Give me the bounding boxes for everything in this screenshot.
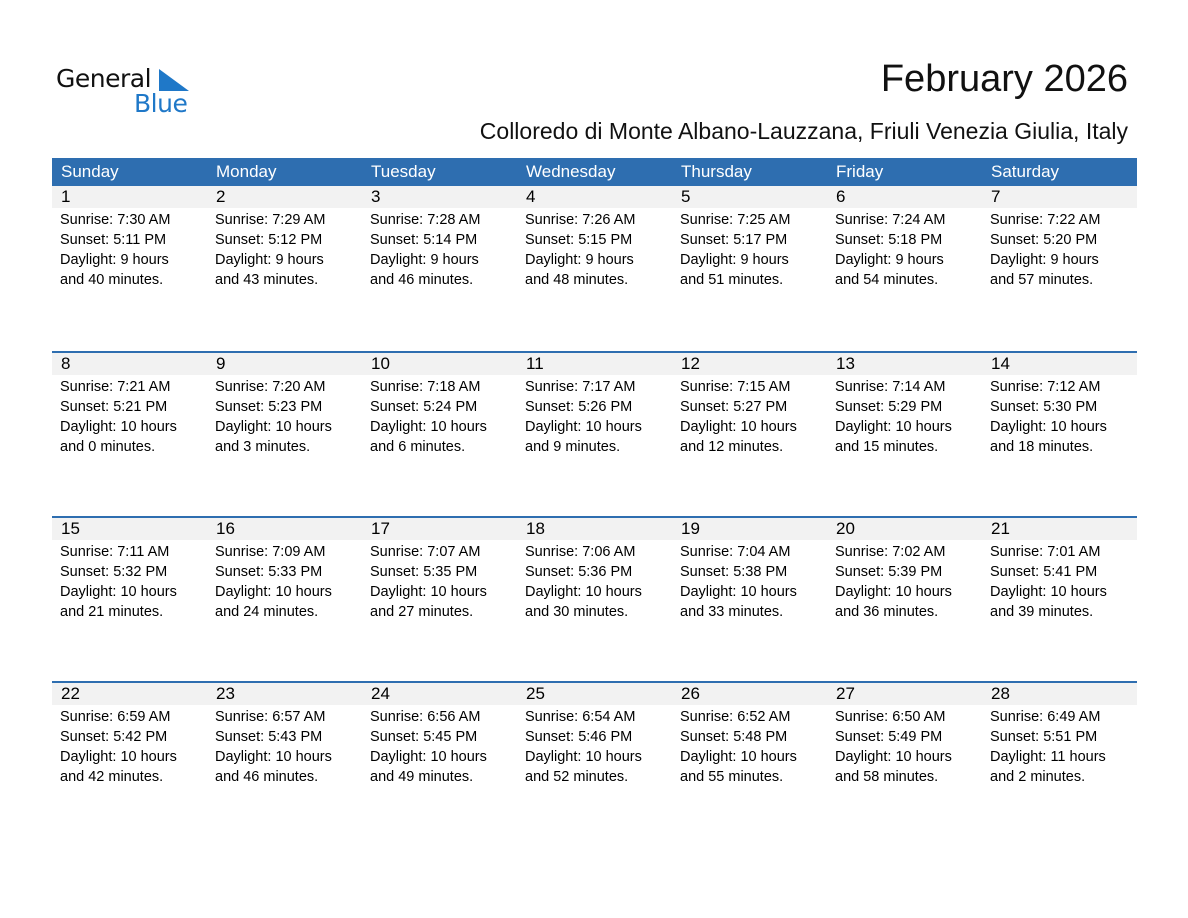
daylight-text: Daylight: 10 hours [990, 419, 1107, 435]
logo [56, 64, 196, 120]
day-info [672, 375, 827, 457]
day-number: 24 [362, 683, 517, 705]
minutes-text: and 57 minutes. [990, 272, 1094, 288]
day-info [517, 540, 672, 622]
sunset-text: Sunset: 5:35 PM [370, 564, 478, 580]
sunset-text: Sunset: 5:48 PM [680, 729, 788, 745]
sunrise-text: Sunrise: 7:02 AM [835, 544, 946, 560]
sunrise-text: Sunrise: 7:22 AM [990, 212, 1101, 228]
daylight-text: Daylight: 9 hours [60, 252, 169, 268]
day-cell [207, 353, 362, 457]
day-number: 19 [672, 518, 827, 540]
logo-text-blue: Blue [134, 89, 188, 118]
sunset-text: Sunset: 5:38 PM [680, 564, 788, 580]
daylight-text: Daylight: 10 hours [60, 749, 177, 765]
day-number: 1 [52, 186, 207, 208]
sunrise-text: Sunrise: 7:26 AM [525, 212, 636, 228]
day-info [517, 375, 672, 457]
day-number: 28 [982, 683, 1137, 705]
sunset-text: Sunset: 5:24 PM [370, 399, 478, 415]
minutes-text: and 30 minutes. [525, 604, 629, 620]
sunrise-text: Sunrise: 6:50 AM [835, 709, 946, 725]
sunset-text: Sunset: 5:32 PM [60, 564, 168, 580]
day-number: 2 [207, 186, 362, 208]
minutes-text: and 48 minutes. [525, 272, 629, 288]
sunrise-text: Sunrise: 7:12 AM [990, 379, 1101, 395]
week-row [52, 681, 1137, 846]
daylight-text: Daylight: 10 hours [990, 584, 1107, 600]
day-number: 10 [362, 353, 517, 375]
day-info [982, 208, 1137, 290]
minutes-text: and 2 minutes. [990, 769, 1086, 785]
sunset-text: Sunset: 5:15 PM [525, 232, 633, 248]
minutes-text: and 46 minutes. [370, 272, 474, 288]
day-info [362, 208, 517, 290]
logo-triangle-icon [159, 69, 189, 91]
day-cell [672, 518, 827, 622]
day-number: 25 [517, 683, 672, 705]
sunset-text: Sunset: 5:39 PM [835, 564, 943, 580]
sunset-text: Sunset: 5:14 PM [370, 232, 478, 248]
sunrise-text: Sunrise: 7:11 AM [60, 544, 170, 560]
minutes-text: and 55 minutes. [680, 769, 784, 785]
day-cell [982, 518, 1137, 622]
day-info [207, 705, 362, 787]
page-title: February 2026 [880, 58, 1128, 100]
weekday-label: Sunday [61, 162, 119, 181]
sunset-text: Sunset: 5:42 PM [60, 729, 168, 745]
sunrise-text: Sunrise: 7:24 AM [835, 212, 946, 228]
sunrise-text: Sunrise: 6:56 AM [370, 709, 481, 725]
day-cell [517, 353, 672, 457]
daylight-text: Daylight: 10 hours [525, 419, 642, 435]
day-info [827, 375, 982, 457]
minutes-text: and 21 minutes. [60, 604, 164, 620]
sunrise-text: Sunrise: 7:01 AM [990, 544, 1101, 560]
daylight-text: Daylight: 10 hours [215, 419, 332, 435]
day-cell [362, 683, 517, 787]
day-info [52, 208, 207, 290]
daylight-text: Daylight: 10 hours [370, 749, 487, 765]
day-cell [672, 353, 827, 457]
day-cell [52, 353, 207, 457]
day-cell [52, 683, 207, 787]
minutes-text: and 27 minutes. [370, 604, 474, 620]
daylight-text: Daylight: 9 hours [215, 252, 324, 268]
day-cell [672, 186, 827, 290]
day-info [362, 540, 517, 622]
daylight-text: Daylight: 10 hours [835, 419, 952, 435]
day-cell [982, 683, 1137, 787]
daylight-text: Daylight: 10 hours [680, 749, 797, 765]
sunset-text: Sunset: 5:43 PM [215, 729, 323, 745]
daylight-text: Daylight: 10 hours [835, 749, 952, 765]
minutes-text: and 18 minutes. [990, 439, 1094, 455]
sunrise-text: Sunrise: 6:54 AM [525, 709, 636, 725]
day-number: 8 [52, 353, 207, 375]
minutes-text: and 58 minutes. [835, 769, 939, 785]
minutes-text: and 42 minutes. [60, 769, 164, 785]
sunset-text: Sunset: 5:20 PM [990, 232, 1098, 248]
daylight-text: Daylight: 10 hours [370, 584, 487, 600]
day-info [982, 540, 1137, 622]
day-info [52, 705, 207, 787]
minutes-text: and 15 minutes. [835, 439, 939, 455]
day-info [52, 375, 207, 457]
sunrise-text: Sunrise: 6:57 AM [215, 709, 326, 725]
daylight-text: Daylight: 10 hours [680, 419, 797, 435]
minutes-text: and 3 minutes. [215, 439, 311, 455]
minutes-text: and 51 minutes. [680, 272, 784, 288]
weekday-label: Monday [216, 162, 277, 181]
minutes-text: and 46 minutes. [215, 769, 319, 785]
minutes-text: and 39 minutes. [990, 604, 1094, 620]
sunset-text: Sunset: 5:51 PM [990, 729, 1098, 745]
day-info [362, 705, 517, 787]
day-cell [827, 683, 982, 787]
day-cell [362, 518, 517, 622]
day-info [672, 705, 827, 787]
day-cell [827, 518, 982, 622]
minutes-text: and 0 minutes. [60, 439, 156, 455]
day-number: 5 [672, 186, 827, 208]
day-number: 7 [982, 186, 1137, 208]
sunset-text: Sunset: 5:12 PM [215, 232, 323, 248]
day-number: 9 [207, 353, 362, 375]
sunset-text: Sunset: 5:36 PM [525, 564, 633, 580]
daylight-text: Daylight: 10 hours [215, 749, 332, 765]
sunrise-text: Sunrise: 6:59 AM [60, 709, 171, 725]
minutes-text: and 6 minutes. [370, 439, 466, 455]
sunrise-text: Sunrise: 7:18 AM [370, 379, 481, 395]
sunrise-text: Sunrise: 7:21 AM [60, 379, 171, 395]
minutes-text: and 43 minutes. [215, 272, 319, 288]
sunrise-text: Sunrise: 6:49 AM [990, 709, 1101, 725]
day-number: 21 [982, 518, 1137, 540]
weekday-label: Thursday [681, 162, 752, 181]
sunrise-text: Sunrise: 7:14 AM [835, 379, 946, 395]
day-cell [52, 518, 207, 622]
minutes-text: and 52 minutes. [525, 769, 629, 785]
day-info [207, 540, 362, 622]
daylight-text: Daylight: 9 hours [370, 252, 479, 268]
day-info [827, 540, 982, 622]
daylight-text: Daylight: 9 hours [525, 252, 634, 268]
sunrise-text: Sunrise: 7:07 AM [370, 544, 481, 560]
week-row [52, 516, 1137, 681]
logo-text-general: General [56, 64, 152, 93]
day-number: 13 [827, 353, 982, 375]
day-info [52, 540, 207, 622]
day-info [827, 705, 982, 787]
day-cell [517, 518, 672, 622]
day-cell [982, 353, 1137, 457]
minutes-text: and 33 minutes. [680, 604, 784, 620]
day-number: 4 [517, 186, 672, 208]
minutes-text: and 12 minutes. [680, 439, 784, 455]
day-number: 15 [52, 518, 207, 540]
day-number: 3 [362, 186, 517, 208]
daylight-text: Daylight: 10 hours [680, 584, 797, 600]
day-info [982, 705, 1137, 787]
minutes-text: and 40 minutes. [60, 272, 164, 288]
sunset-text: Sunset: 5:27 PM [680, 399, 788, 415]
weekday-header [52, 158, 1137, 186]
day-info [517, 208, 672, 290]
day-number: 11 [517, 353, 672, 375]
week-row [52, 351, 1137, 516]
day-number: 14 [982, 353, 1137, 375]
day-number: 26 [672, 683, 827, 705]
daylight-text: Daylight: 10 hours [525, 749, 642, 765]
weekday-label: Friday [836, 162, 884, 181]
daylight-text: Daylight: 10 hours [370, 419, 487, 435]
day-number: 23 [207, 683, 362, 705]
day-number: 27 [827, 683, 982, 705]
day-cell [982, 186, 1137, 290]
daylight-text: Daylight: 10 hours [60, 584, 177, 600]
minutes-text: and 54 minutes. [835, 272, 939, 288]
sunrise-text: Sunrise: 7:28 AM [370, 212, 481, 228]
daylight-text: Daylight: 11 hours [990, 749, 1106, 765]
day-info [672, 540, 827, 622]
sunrise-text: Sunrise: 7:25 AM [680, 212, 791, 228]
day-number: 20 [827, 518, 982, 540]
day-info [207, 375, 362, 457]
day-info [207, 208, 362, 290]
sunrise-text: Sunrise: 7:20 AM [215, 379, 326, 395]
minutes-text: and 9 minutes. [525, 439, 621, 455]
weekday-label: Saturday [991, 162, 1060, 181]
day-cell [362, 186, 517, 290]
sunrise-text: Sunrise: 7:29 AM [215, 212, 326, 228]
weekday-label: Tuesday [371, 162, 436, 181]
day-cell [207, 186, 362, 290]
day-number: 17 [362, 518, 517, 540]
week-row [52, 186, 1137, 351]
daylight-text: Daylight: 10 hours [835, 584, 952, 600]
sunrise-text: Sunrise: 7:06 AM [525, 544, 636, 560]
minutes-text: and 49 minutes. [370, 769, 474, 785]
minutes-text: and 36 minutes. [835, 604, 939, 620]
sunrise-text: Sunrise: 7:09 AM [215, 544, 326, 560]
sunset-text: Sunset: 5:23 PM [215, 399, 323, 415]
day-info [982, 375, 1137, 457]
calendar [52, 158, 1137, 846]
sunset-text: Sunset: 5:26 PM [525, 399, 633, 415]
day-cell [362, 353, 517, 457]
day-number: 6 [827, 186, 982, 208]
sunset-text: Sunset: 5:41 PM [990, 564, 1098, 580]
sunset-text: Sunset: 5:11 PM [60, 232, 167, 248]
daylight-text: Daylight: 10 hours [215, 584, 332, 600]
weekday-label: Wednesday [526, 162, 616, 181]
sunrise-text: Sunrise: 7:17 AM [525, 379, 636, 395]
day-cell [827, 353, 982, 457]
daylight-text: Daylight: 9 hours [680, 252, 789, 268]
sunset-text: Sunset: 5:18 PM [835, 232, 943, 248]
sunset-text: Sunset: 5:21 PM [60, 399, 168, 415]
sunset-text: Sunset: 5:30 PM [990, 399, 1098, 415]
daylight-text: Daylight: 10 hours [60, 419, 177, 435]
daylight-text: Daylight: 9 hours [835, 252, 944, 268]
day-cell [827, 186, 982, 290]
sunrise-text: Sunrise: 7:30 AM [60, 212, 171, 228]
sunset-text: Sunset: 5:45 PM [370, 729, 478, 745]
day-cell [207, 518, 362, 622]
sunset-text: Sunset: 5:33 PM [215, 564, 323, 580]
location-subtitle: Colloredo di Monte Albano-Lauzzana, Friuli Venezia Giulia, Italy [479, 118, 1128, 144]
day-number: 12 [672, 353, 827, 375]
day-cell [52, 186, 207, 290]
minutes-text: and 24 minutes. [215, 604, 319, 620]
sunrise-text: Sunrise: 7:04 AM [680, 544, 791, 560]
day-number: 18 [517, 518, 672, 540]
day-info [672, 208, 827, 290]
day-info [827, 208, 982, 290]
daylight-text: Daylight: 9 hours [990, 252, 1099, 268]
sunset-text: Sunset: 5:49 PM [835, 729, 943, 745]
day-number: 16 [207, 518, 362, 540]
day-cell [517, 683, 672, 787]
sunset-text: Sunset: 5:17 PM [680, 232, 788, 248]
day-cell [517, 186, 672, 290]
sunrise-text: Sunrise: 7:15 AM [680, 379, 791, 395]
daylight-text: Daylight: 10 hours [525, 584, 642, 600]
day-cell [207, 683, 362, 787]
sunset-text: Sunset: 5:46 PM [525, 729, 633, 745]
sunset-text: Sunset: 5:29 PM [835, 399, 943, 415]
sunrise-text: Sunrise: 6:52 AM [680, 709, 791, 725]
day-number: 22 [52, 683, 207, 705]
day-cell [672, 683, 827, 787]
day-info [517, 705, 672, 787]
day-info [362, 375, 517, 457]
